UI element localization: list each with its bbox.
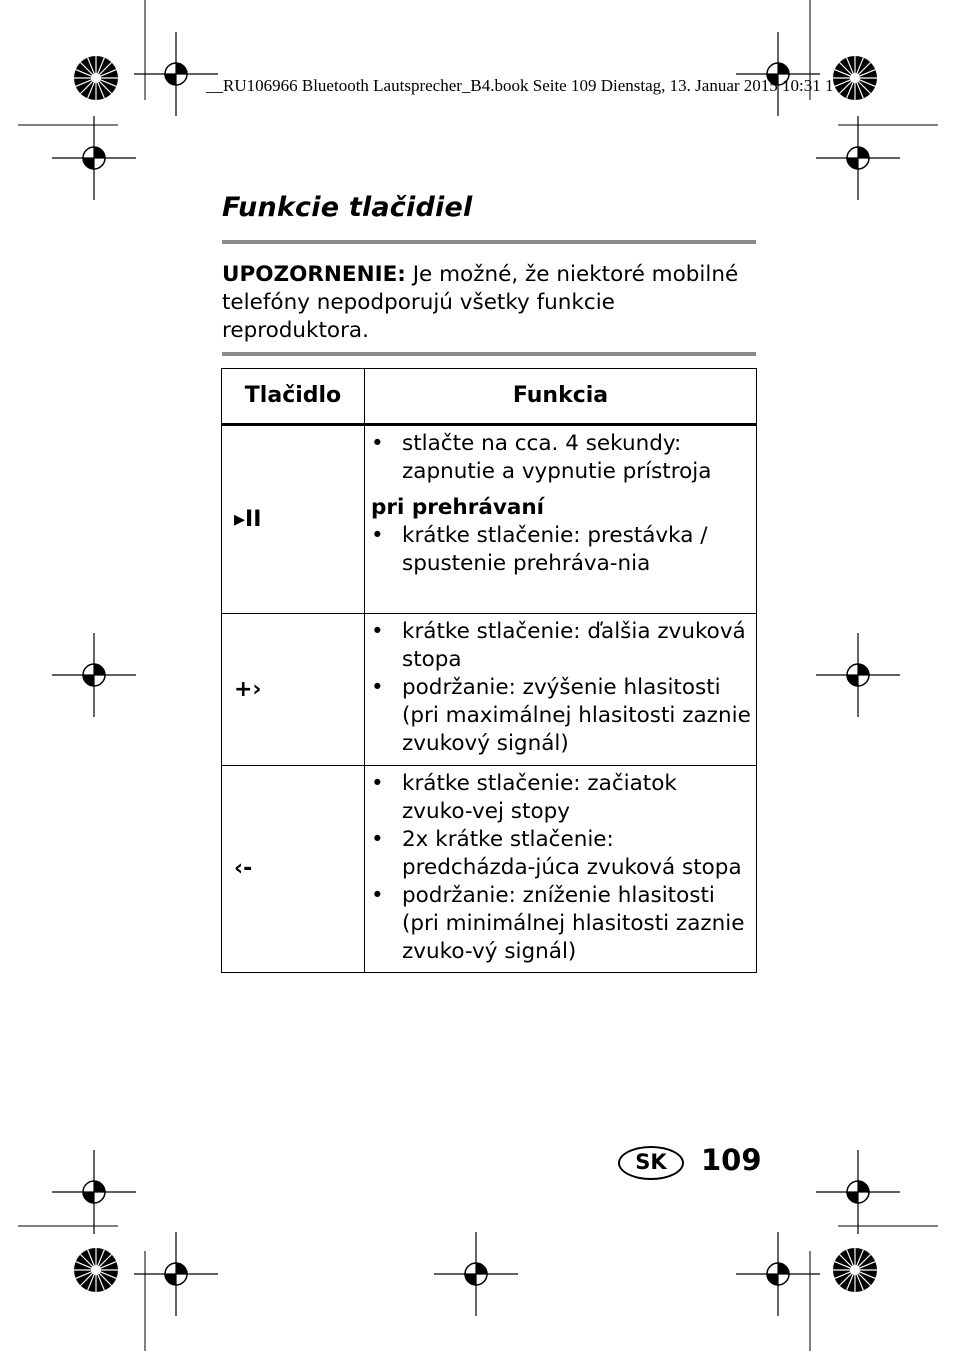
list-item: • krátke stlačenie: ďalšia zvuková stopa — [371, 619, 746, 672]
language-badge: SK — [618, 1146, 684, 1180]
table-row — [222, 425, 757, 614]
column-header-button: Tlačidlo — [222, 369, 365, 425]
list-item: • podržanie: zvýšenie hlasitosti (pri maximálnej hlasitosti zaznie zvukový signál) — [371, 675, 751, 756]
list-item: • podržanie: zníženie hlasitosti (pri minimálnej hlasitosti zaznie zvuko-vý signál) — [371, 883, 745, 964]
table-row — [222, 766, 757, 973]
column-header-function: Funkcia — [365, 369, 757, 425]
notice-text: Je možné, že niektoré mobilné telefóny nepodporujú všetky funkcie reproduktora. — [222, 262, 739, 343]
subheading: pri prehrávaní — [371, 495, 545, 520]
table-row — [222, 614, 757, 766]
function-cell — [365, 766, 757, 973]
previous-volume-down-button-symbol: ‹- — [222, 766, 365, 973]
section-title: Funkcie tlačidiel — [222, 192, 473, 223]
table-header-row — [222, 369, 757, 425]
list-item: • stlačte na cca. 4 sekundy: zapnutie a vypnutie prístroja — [371, 431, 712, 484]
notice-label: UPOZORNENIE: — [222, 262, 406, 287]
notice-rule — [222, 352, 756, 356]
notice — [222, 261, 762, 345]
function-cell — [365, 425, 757, 614]
list-item: • krátke stlačenie: začiatok zvuko-vej stopy — [371, 771, 677, 824]
function-cell — [365, 614, 757, 766]
page-number: 109 — [701, 1143, 762, 1177]
next-volume-up-button-symbol: +› — [222, 614, 365, 766]
list-item: • 2x krátke stlačenie: predcházda-júca zvuková stopa — [371, 827, 742, 880]
title-rule — [222, 240, 756, 244]
list-item: • krátke stlačenie: prestávka / spustenie prehráva-nia — [371, 523, 708, 576]
button-function-table — [221, 368, 757, 973]
play-pause-button-symbol: ▸II — [222, 425, 365, 614]
print-file-header: __RU106966 Bluetooth Lautsprecher_B4.book Seite 109 Dienstag, 13. Januar 2015 10:31 1 — [206, 76, 834, 95]
